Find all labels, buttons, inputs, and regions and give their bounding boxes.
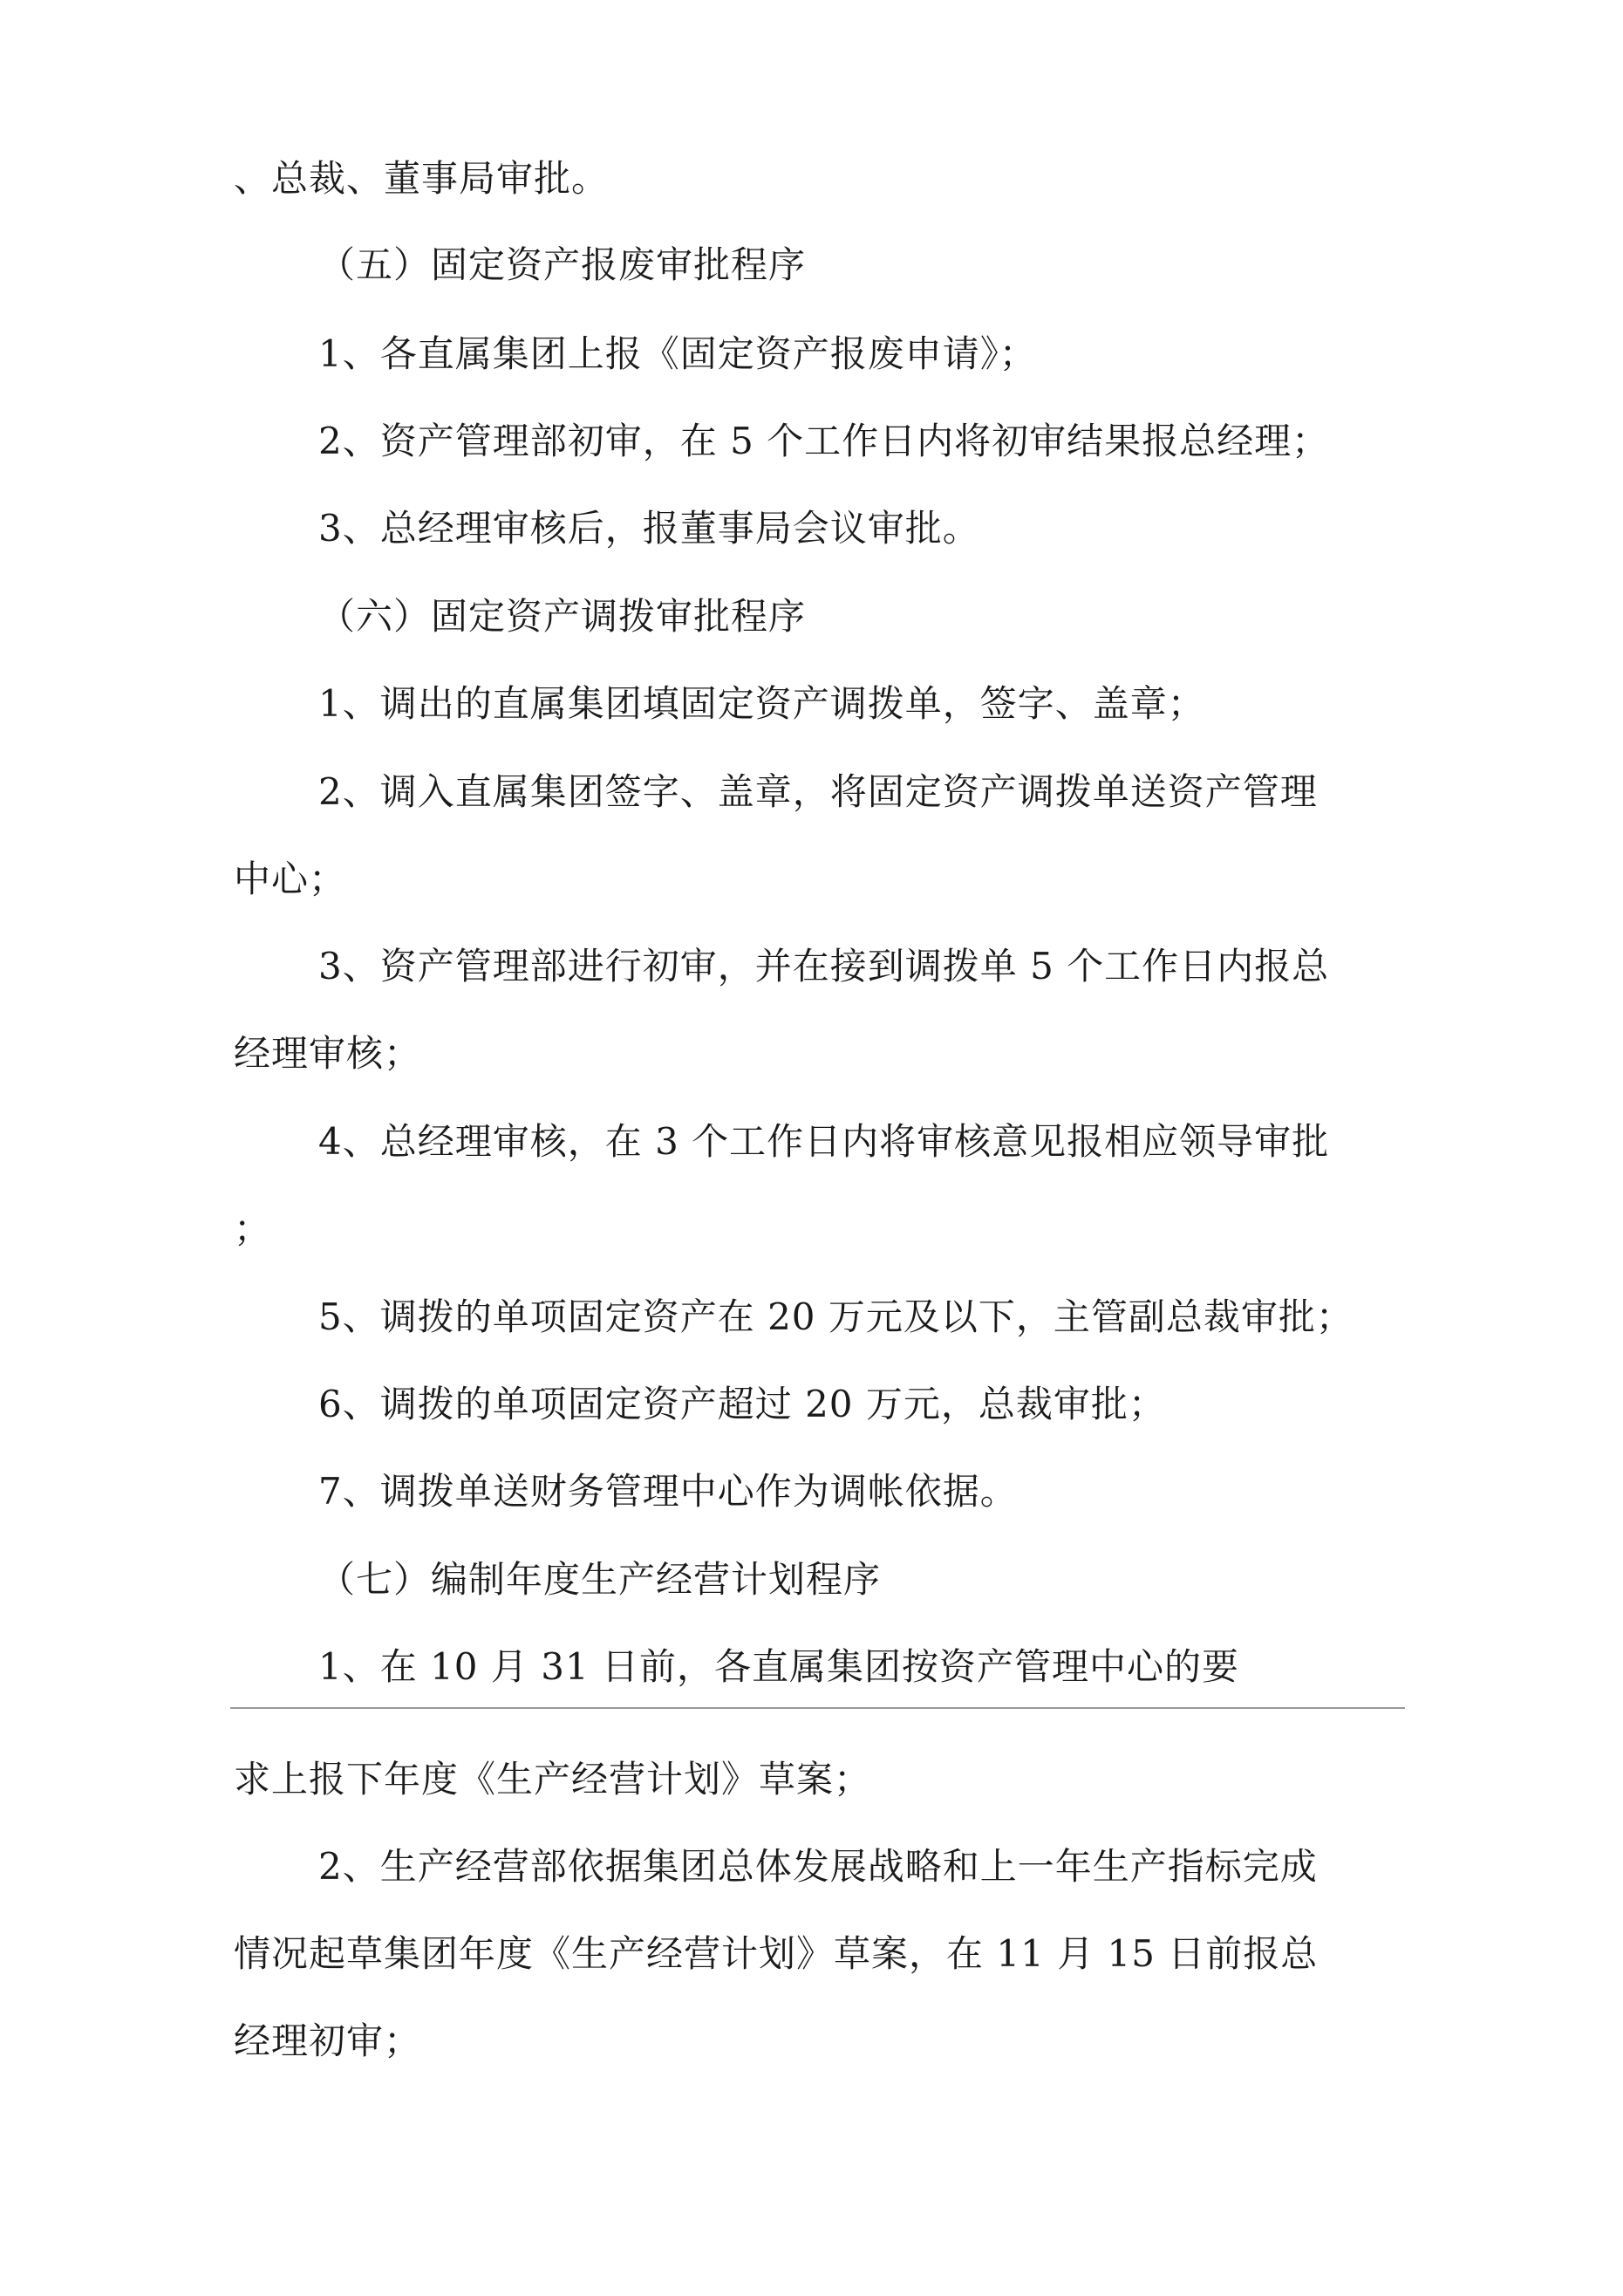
- section-heading: （七）编制年度生产经营计划程序: [318, 1558, 882, 1601]
- text-line: ；: [234, 1207, 272, 1250]
- text-line: 3、资产管理部进行初审，并在接到调拨单 5 个工作日内报总: [318, 945, 1330, 987]
- text-line: 情况起草集团年度《生产经营计划》草案，在 11 月 15 日前报总: [234, 1932, 1319, 1975]
- text-line: 求上报下年度《生产经营计划》草案；: [234, 1758, 872, 1801]
- text-line: 中心；: [234, 858, 347, 900]
- text-line: 7、调拨单送财务管理中心作为调帐依据。: [318, 1470, 1018, 1513]
- text-line: 经理初审；: [234, 2019, 422, 2062]
- text-line: 3、总经理审核后，报董事局会议审批。: [318, 507, 980, 550]
- page-divider: [230, 1707, 1405, 1709]
- text-line: 、总裁、董事局审批。: [234, 157, 610, 200]
- section-heading: （六）固定资产调拨审批程序: [318, 595, 807, 638]
- text-line: 1、在 10 月 31 日前，各直属集团按资产管理中心的要: [318, 1645, 1240, 1688]
- text-line: 2、调入直属集团签字、盖章，将固定资产调拨单送资产管理: [318, 770, 1318, 813]
- text-line: 4、总经理审核，在 3 个工作日内将审核意见报相应领导审批: [318, 1120, 1330, 1163]
- text-line: 2、生产经营部依据集团总体发展战略和上一年生产指标完成: [318, 1845, 1318, 1888]
- text-line: 6、调拨的单项固定资产超过 20 万元，总裁审批；: [318, 1383, 1166, 1425]
- text-line: 经理审核；: [234, 1032, 422, 1075]
- text-line: 1、调出的直属集团填固定资产调拨单，签字、盖章；: [318, 682, 1205, 725]
- text-line: 5、调拨的单项固定资产在 20 万元及以下，主管副总裁审批；: [318, 1295, 1354, 1338]
- text-line: 1、各直属集团上报《固定资产报废申请》；: [318, 332, 1037, 375]
- text-line: 2、资产管理部初审，在 5 个工作日内将初审结果报总经理；: [318, 420, 1330, 462]
- section-heading: （五）固定资产报废审批程序: [318, 243, 807, 286]
